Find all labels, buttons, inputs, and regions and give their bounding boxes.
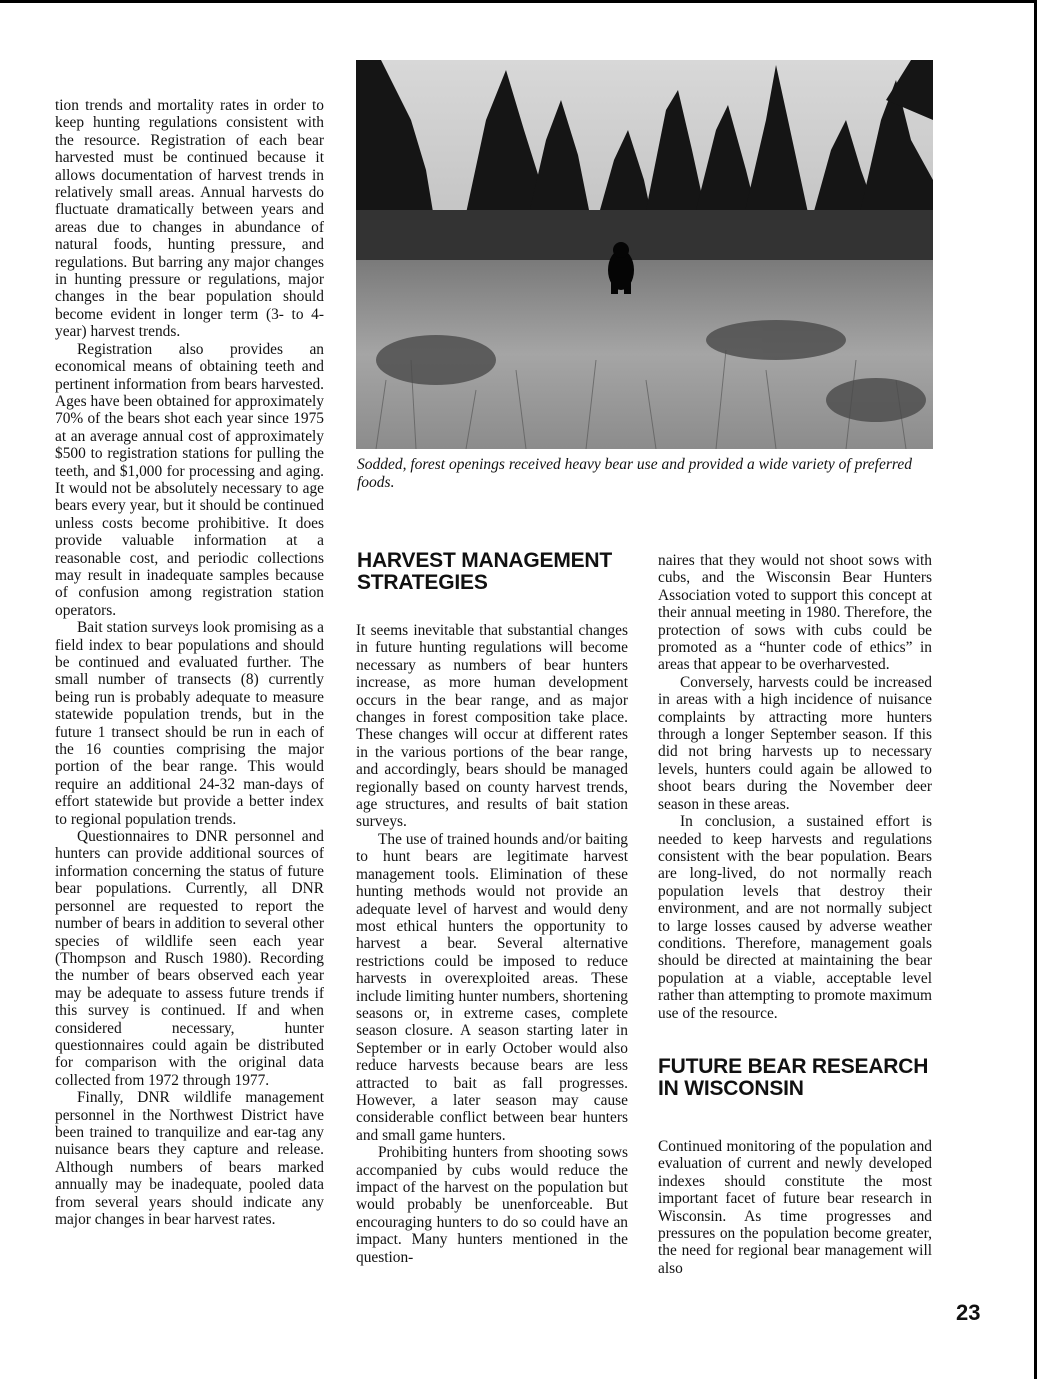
bear-photo [356, 60, 933, 449]
paragraph: naires that they would not shoot sows with cubs, and the Wisconsin Bear Hunters Association voted to support this concept at their annual meeting in 1980. Therefore, the protection of sows with cubs could be promoted as a “hunter code of ethics” in areas that appear to be overharvested. [658, 552, 932, 674]
text-column-left [55, 97, 324, 1228]
section-heading-future-research: FUTURE BEAR RESEARCH IN WISCONSIN [658, 1054, 929, 1100]
paragraph: It seems inevitable that substantial changes in future hunting regulations will become necessary as numbers of bear hunters increase, as more human development occurs in the bear range, and as major changes in forest composition take place. These changes will occur at different rates in the various portions of the bear range, and accordingly, bears should be managed regionally based on county harvest trends, age structures, and results of bait station surveys. [356, 622, 628, 831]
page-number: 23 [956, 1300, 981, 1325]
paragraph: tion trends and mortality rates in order to keep hunting regulations consistent with the resource. Registration of each bear harvested must be continued because it allows documentation of harvest trends in relatively small areas. Annual harvests do fluctuate dramatically between years and areas due to changes in abundance of natural foods, hunting pressure, and regulations. But barring any major changes in hunting pressure or regulations, major changes in the bear population should become evident in longer term (3- to 4-year) harvest trends. [55, 97, 324, 341]
paragraph: Finally, DNR wildlife management personnel in the Northwest District have been trained to tranquilize and ear-tag any nuisance bears they capture and release. Although numbers of bears marked annually may be inadequate, pooled data from several years should indicate any major changes in bear harvest rates. [55, 1089, 324, 1228]
forest-opening-image [356, 60, 933, 449]
text-column-middle [356, 622, 628, 1266]
text-column-right [658, 552, 932, 1277]
paragraph: The use of trained hounds and/or baiting to hunt bears are legitimate harvest management tools. Elimination of these hunting methods would not provide an adequate level of harvest and would deny most ethical hunters the opportunity to harvest a bear. Several alternative restrictions could be imposed to reduce harvests in overexploited areas. These include limiting hunter numbers, shortening seasons or, in extreme cases, complete season closure. A season starting later in September or in early October would also reduce harvests because bears are less attracted to bait as fall progresses. However, a later season may cause considerable conflict between bear hunters and small game hunters. [356, 830, 628, 1144]
paragraph: Continued monitoring of the population and evaluation of current and newly developed indexes should constitute the most important facet of future bear research in Wisconsin. As time progresses and pressures on the population become greater, the need for regional bear management will also [658, 1137, 932, 1277]
paragraph: Prohibiting hunters from shooting sows accompanied by cubs would reduce the impact of the harvest on the population but would probably be unenforceable. But encouraging hunters to do so could have an impact. Many hunters mentioned in the question- [356, 1144, 628, 1266]
paragraph: Conversely, harvests could be increased in areas with a high incidence of nuisance complaints by attracting more hunters through a longer September season. If this did not bring harvests up to necessary levels, hunters could again be allowed to shoot bears during the November deer season in these areas. [658, 673, 932, 813]
paragraph: Bait station surveys look promising as a field index to bear populations and should be continued and evaluated further. The small number of transects (8) currently being run is probably adequate to measure statewide population trends, but in the future 1 transect should be run in each of the 16 counties comprising the major portion of the bear range. This would require an additional 24-32 man-days of effort statewide but provide a better index to regional population trends. [55, 619, 324, 828]
paragraph: Questionnaires to DNR personnel and hunters can provide additional sources of information concerning the status of future bear populations. Currently, all DNR personnel are requested to report the number of bears in addition to several other species of wildlife seen each year (Thompson and Rusch 1980). Recording the number of bears observed each year may be adequate to assess future trends if this survey is continued. If and when considered necessary, hunter questionnaires could again be distributed for comparison with the original data collected from 1972 through 1977. [55, 828, 324, 1089]
paragraph: Registration also provides an economical means of obtaining teeth and pertinent information from bears harvested. Ages have been obtained for approximately 70% of the bears shot each year since 1975 at an average annual cost of approximately $500 to registration stations for pulling the teeth, and $1,000 for processing and aging. It would not be absolutely necessary to age bears every year, but it should be continued unless costs become prohibitive. It does provide valuable information at a reasonable cost, and periodic collections may result in inadequate samples because of confusion among registration station operators. [55, 340, 324, 619]
photo-caption: Sodded, forest openings received heavy bear use and provided a wide variety of preferred foods. [357, 456, 912, 491]
paragraph: In conclusion, a sustained effort is needed to keep harvests and regulations consistent with the bear population. Bears are long-lived, do not normally reach population levels that destroy their environment, and are not normally subject to large losses caused by adverse weather conditions. Therefore, management goals should be directed at maintaining the bear population at a viable, acceptable level rather than attempting to promote maximum use of the resource. [658, 813, 932, 1022]
section-heading-harvest: HARVEST MANAGEMENT STRATEGIES [357, 549, 613, 594]
page-border-top [0, 0, 1037, 3]
